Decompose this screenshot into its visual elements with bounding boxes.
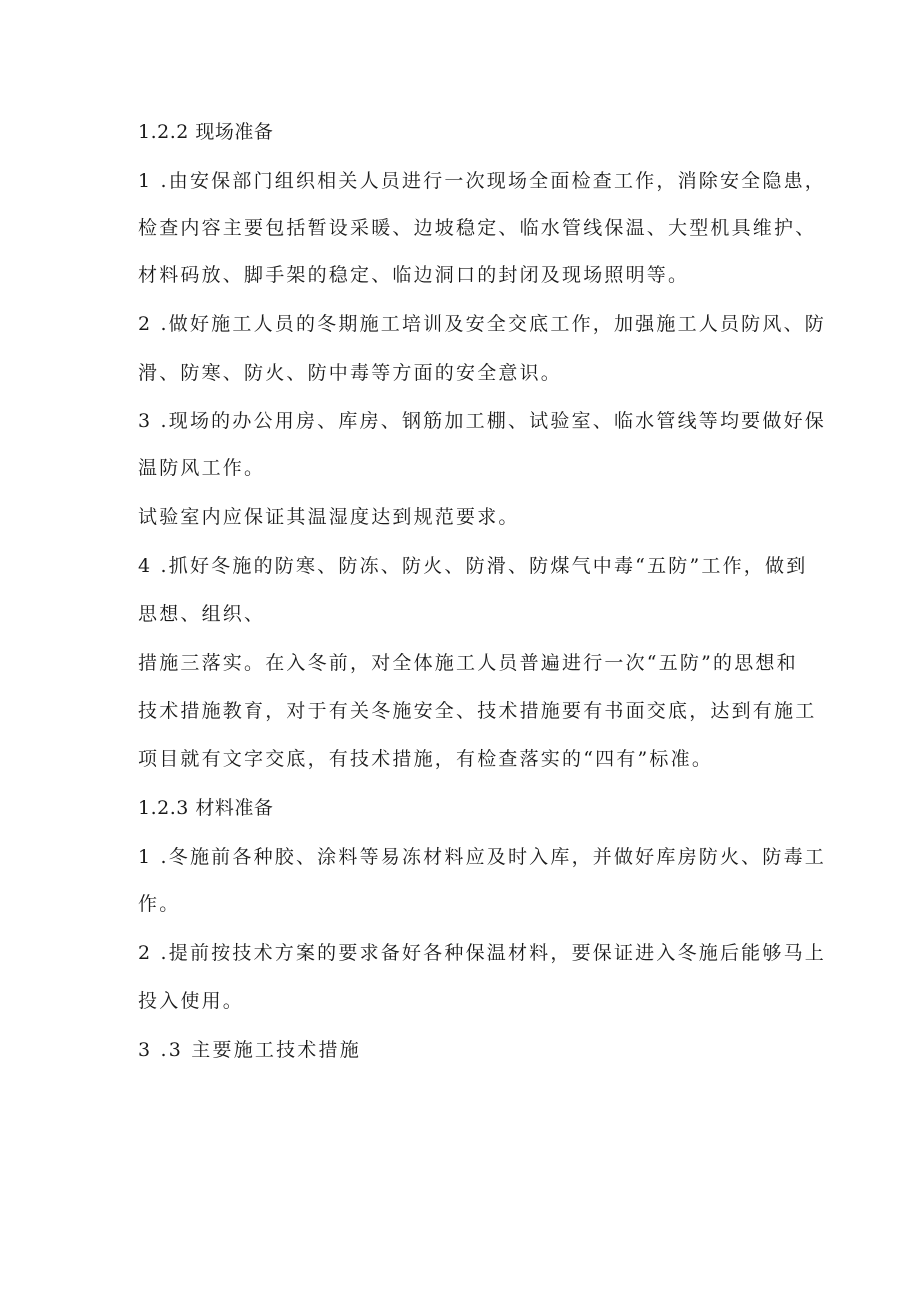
paragraph-line: 作。 [138, 893, 181, 915]
paragraph-line: 检查内容主要包括暂设采暖、边坡稳定、临水管线保温、大型机具维护、 [138, 217, 817, 239]
paragraph-line: 试验室内应保证其温湿度达到规范要求。 [138, 506, 520, 528]
paragraph-line: 2 .提前按技术方案的要求备好各种保温材料，要保证进入冬施后能够马上 [138, 942, 826, 964]
paragraph-line: 滑、防寒、防火、防中毒等方面的安全意识。 [138, 362, 563, 384]
section-heading-1-2-3: 1.2.3 材料准备 [138, 797, 274, 819]
section-heading-3-3: 3 .3 主要施工技术措施 [138, 1039, 361, 1061]
paragraph-line: 技术措施教育，对于有关冬施安全、技术措施要有书面交底，达到有施工 [138, 700, 817, 722]
paragraph-line: 1 .由安保部门组织相关人员进行一次现场全面检查工作，消除安全隐患， [138, 170, 826, 192]
paragraph-line: 思想、组织、 [138, 603, 266, 625]
paragraph-line: 投入使用。 [138, 990, 245, 1012]
section-heading-1-2-2: 1.2.2 现场准备 [138, 121, 274, 143]
paragraph-line: 1 .冬施前各种胶、涂料等易冻材料应及时入库，并做好库房防火、防毒工 [138, 846, 826, 868]
paragraph-line: 措施三落实。在入冬前，对全体施工人员普遍进行一次“五防”的思想和 [138, 652, 798, 674]
paragraph-line: 项目就有文字交底，有技术措施，有检查落实的“四有”标准。 [138, 748, 714, 770]
paragraph-line: 4 .抓好冬施的防寒、防冻、防火、防滑、防煤气中毒“五防”工作，做到 [138, 555, 808, 577]
paragraph-line: 材料码放、脚手架的稳定、临边洞口的封闭及现场照明等。 [138, 264, 690, 286]
paragraph-line: 2 .做好施工人员的冬期施工培训及安全交底工作，加强施工人员防风、防 [138, 313, 826, 335]
paragraph-line: 温防风工作。 [138, 457, 266, 479]
paragraph-line: 3 .现场的办公用房、库房、钢筋加工棚、试验室、临水管线等均要做好保 [138, 410, 826, 432]
